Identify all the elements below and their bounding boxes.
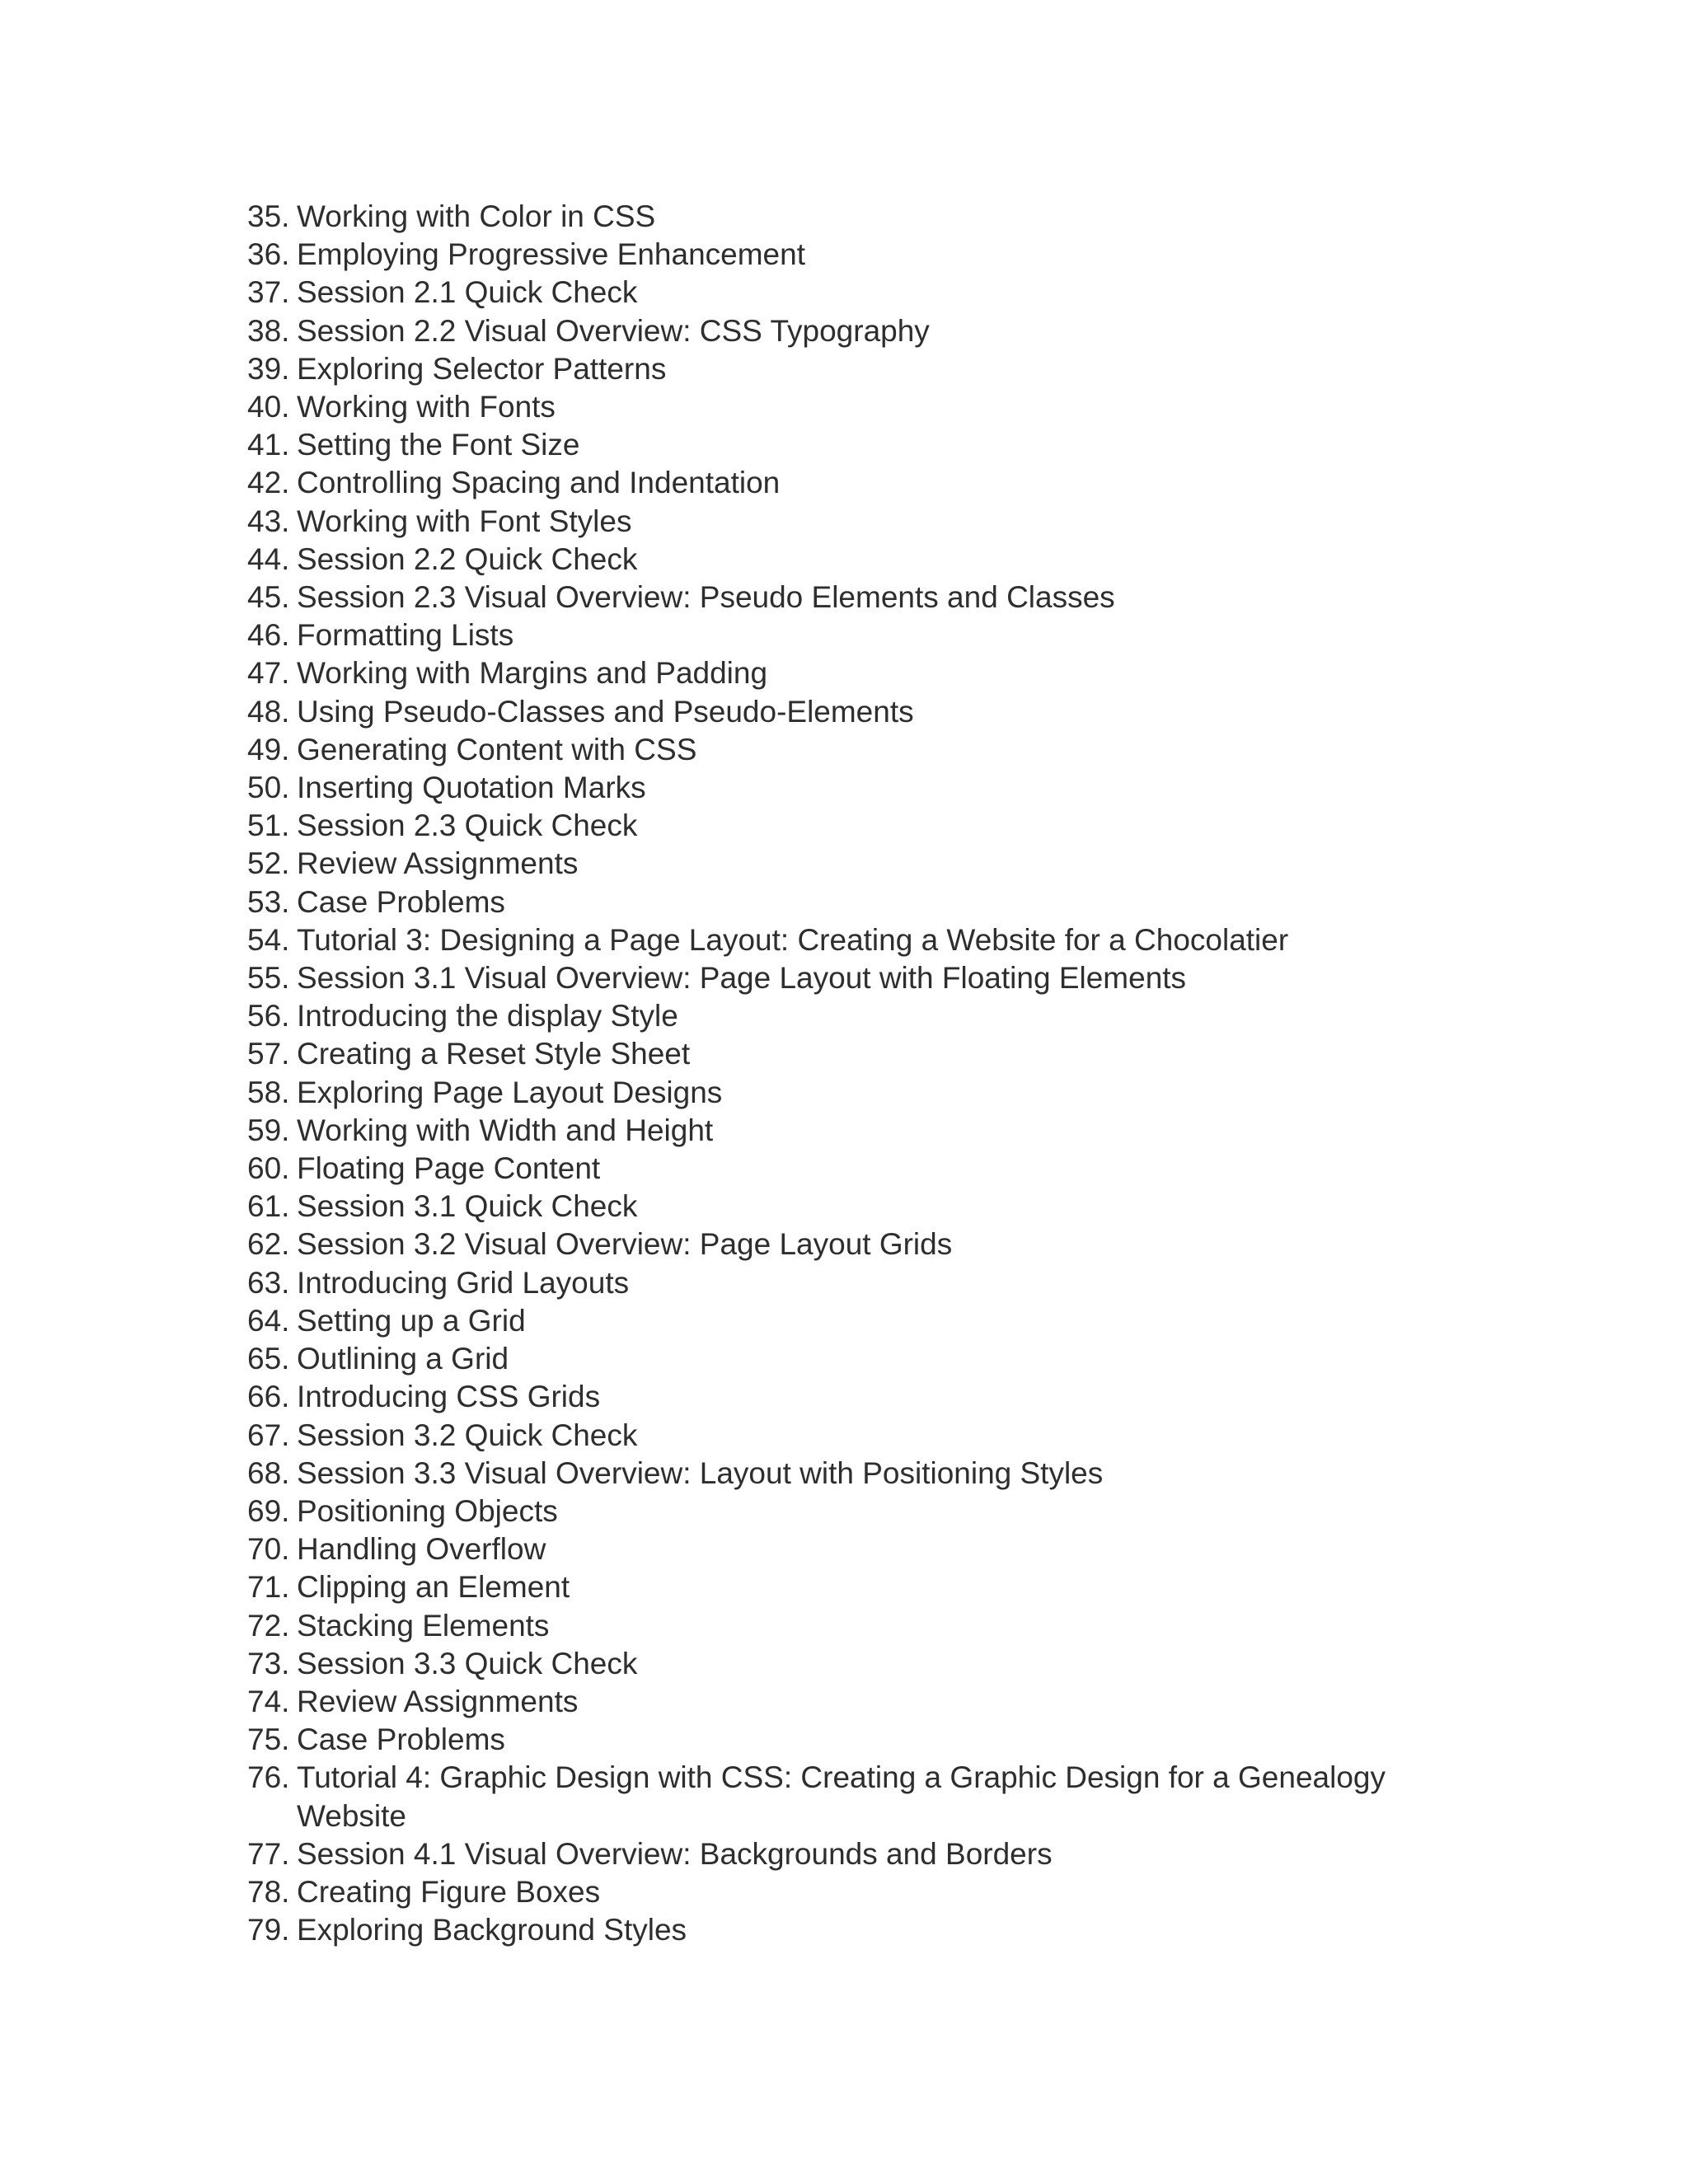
toc-item-text: Clipping an Element [297,1570,570,1605]
toc-item-number: 35. [247,199,290,233]
toc-item-number: 58. [247,1075,290,1109]
toc-item-text: Positioning Objects [297,1493,558,1528]
toc-item-text: Working with Font Styles [297,504,632,538]
toc-item-text: Session 3.1 Quick Check [297,1189,638,1224]
toc-item-text: Creating a Reset Style Sheet [297,1037,691,1071]
toc-item [247,1530,1451,1568]
toc-item-text: Introducing CSS Grids [297,1380,601,1414]
toc-item-number: 41. [247,428,290,462]
toc-item-text: Session 3.3 Quick Check [297,1646,638,1680]
toc-item-number: 62. [247,1227,290,1262]
toc-item [247,503,1451,541]
toc-item-text: Using Pseudo-Classes and Pseudo-Elements [297,694,914,729]
toc-item-text: Floating Page Content [297,1151,601,1186]
toc-item [247,312,1451,350]
toc-item [247,274,1451,312]
toc-item [247,1493,1451,1530]
toc-item [247,845,1451,883]
toc-item-number: 53. [247,884,290,919]
toc-item-number: 64. [247,1303,290,1338]
toc-item-number: 49. [247,732,290,766]
toc-item-number: 59. [247,1113,290,1147]
toc-item-number: 69. [247,1493,290,1528]
toc-item-text: Creating Figure Boxes [297,1874,601,1909]
toc-item-text: Setting up a Grid [297,1303,526,1338]
toc-item-number: 71. [247,1570,290,1605]
toc-item-text: Working with Margins and Padding [297,656,768,691]
toc-item-number: 40. [247,390,290,424]
toc-item-number: 79. [247,1913,290,1947]
toc-item-text: Session 2.3 Visual Overview: Pseudo Elements and Classes [297,580,1115,615]
toc-item-text: Case Problems [297,1722,505,1757]
toc-item [247,1035,1451,1073]
toc-item-number: 68. [247,1455,290,1490]
toc-item [247,236,1451,274]
toc-item [247,1455,1451,1493]
toc-item [247,1340,1451,1378]
toc-item-text: Introducing the display Style [297,999,678,1033]
toc-item-number: 38. [247,313,290,348]
toc-item [247,807,1451,845]
toc-item-number: 74. [247,1684,290,1718]
toc-item [247,921,1451,959]
toc-item [247,1835,1451,1873]
toc-item [247,464,1451,502]
toc-item [247,693,1451,731]
toc-item-number: 44. [247,541,290,576]
toc-item [247,883,1451,921]
toc-item-number: 37. [247,275,290,310]
toc-item-text: Session 4.1 Visual Overview: Backgrounds and Borders [297,1836,1053,1871]
toc-item-number: 54. [247,922,290,957]
toc-item-text: Case Problems [297,884,505,919]
toc-item-number: 75. [247,1722,290,1757]
toc-item-text: Session 3.2 Quick Check [297,1418,638,1452]
toc-item-text: Handling Overflow [297,1532,546,1567]
toc-item-text: Working with Color in CSS [297,199,656,233]
toc-item [247,1607,1451,1645]
toc-item-text: Session 2.2 Visual Overview: CSS Typography [297,313,930,348]
toc-item [247,1074,1451,1112]
toc-item-text: Working with Width and Height [297,1113,714,1147]
toc-item-number: 72. [247,1608,290,1643]
toc-item-number: 70. [247,1532,290,1567]
toc-item [247,654,1451,692]
toc-item-number: 39. [247,351,290,386]
toc-item-text: Review Assignments [297,846,579,881]
toc-item [247,388,1451,426]
toc-item [247,1645,1451,1683]
toc-item-text: Tutorial 4: Graphic Design with CSS: Creating a Graphic Design for a Genealogy Website [297,1760,1386,1833]
toc-item-number: 50. [247,771,290,805]
toc-item [247,1112,1451,1150]
toc-item [247,1188,1451,1226]
toc-item-number: 45. [247,580,290,615]
toc-item [247,1264,1451,1302]
toc-item-number: 73. [247,1646,290,1680]
toc-item-number: 67. [247,1418,290,1452]
toc-item [247,997,1451,1035]
toc-item [247,959,1451,997]
toc-item [247,541,1451,579]
toc-item [247,616,1451,654]
toc-item-text: Setting the Font Size [297,428,580,462]
toc-item [247,731,1451,769]
toc-item-number: 77. [247,1836,290,1871]
toc-item [247,1721,1451,1759]
toc-item-text: Outlining a Grid [297,1342,509,1376]
toc-item [247,769,1451,807]
toc-item [247,1226,1451,1263]
toc-item-number: 36. [247,237,290,272]
toc-item-number: 57. [247,1037,290,1071]
toc-item-text: Session 3.1 Visual Overview: Page Layout with Floating Elements [297,961,1187,996]
toc-item-text: Exploring Selector Patterns [297,351,667,386]
toc-item-text: Exploring Background Styles [297,1913,687,1947]
toc-item [247,1873,1451,1911]
toc-item-text: Session 3.2 Visual Overview: Page Layout Grids [297,1227,953,1262]
toc-item [247,350,1451,388]
toc-item-number: 63. [247,1265,290,1300]
toc-item-text: Review Assignments [297,1684,579,1718]
toc-item-text: Stacking Elements [297,1608,550,1643]
toc-item-text: Session 2.2 Quick Check [297,541,638,576]
toc-item-text: Introducing Grid Layouts [297,1265,630,1300]
toc-item-text: Generating Content with CSS [297,732,697,766]
toc-item-text: Session 2.3 Quick Check [297,808,638,843]
toc-item-text: Controlling Spacing and Indentation [297,466,781,500]
toc-item-number: 43. [247,504,290,538]
toc-item [247,1683,1451,1721]
toc-item-number: 48. [247,694,290,729]
toc-item [247,1568,1451,1606]
toc-item-number: 46. [247,618,290,653]
toc-item-number: 51. [247,808,290,843]
toc-item [247,198,1451,236]
toc-item-text: Session 2.1 Quick Check [297,275,638,310]
toc-item-text: Inserting Quotation Marks [297,771,646,805]
toc-item-number: 76. [247,1760,290,1795]
toc-item-number: 56. [247,999,290,1033]
toc-item-text: Working with Fonts [297,390,556,424]
toc-item [247,1378,1451,1416]
toc-item-number: 42. [247,466,290,500]
toc-item-text: Tutorial 3: Designing a Page Layout: Creating a Website for a Chocolatier [297,922,1289,957]
toc-item [247,1911,1451,1949]
toc-item-number: 65. [247,1342,290,1376]
toc-item-number: 52. [247,846,290,881]
toc-item-text: Exploring Page Layout Designs [297,1075,723,1109]
toc-item [247,426,1451,464]
toc-item-number: 55. [247,961,290,996]
toc-item [247,1302,1451,1340]
table-of-contents-list [247,198,1451,1949]
toc-item [247,579,1451,616]
toc-item-text: Employing Progressive Enhancement [297,237,805,272]
toc-item-number: 61. [247,1189,290,1224]
toc-item-text: Formatting Lists [297,618,514,653]
toc-item-text: Session 3.3 Visual Overview: Layout with Positioning Styles [297,1455,1104,1490]
toc-item [247,1759,1451,1835]
toc-item-number: 66. [247,1380,290,1414]
toc-item [247,1417,1451,1455]
toc-item [247,1150,1451,1188]
toc-item-number: 47. [247,656,290,691]
toc-item-number: 78. [247,1874,290,1909]
toc-item-number: 60. [247,1151,290,1186]
